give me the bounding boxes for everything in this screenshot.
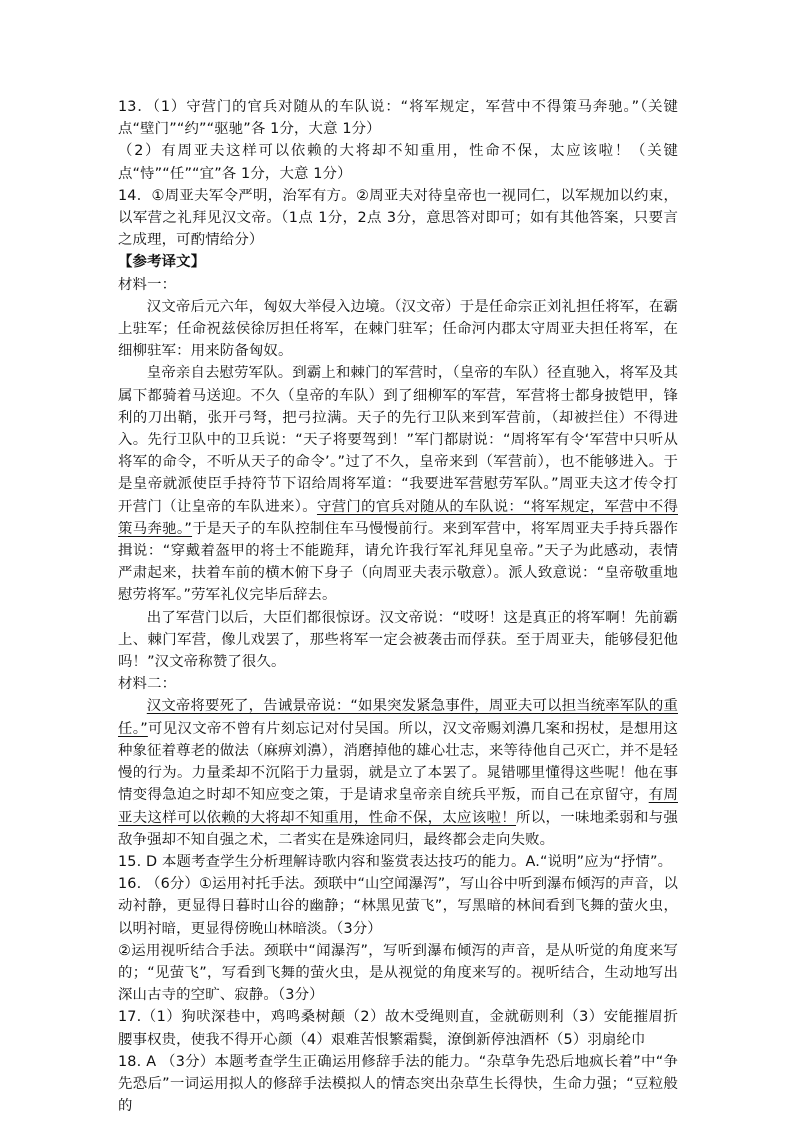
material1-para1: 汉文帝后元六年，匈奴大举侵入边境。（汉文帝）于是任命宗正刘礼担任将军，在霸上驻军；任命祝兹侯徐厉担任将军，在棘门驻军；任命河内郡太守周亚夫担任将军，在细柳驻军：用来防备匈奴。 — [118, 298, 678, 360]
q13-part1: 13．（1）守营门的官兵对随从的车队说：“将军规定，军营中不得策马奔驰。”（关键点“壁门”“约”“驱驰”各 1分，大意 1分） — [118, 99, 678, 138]
q13-part2: （2）有周亚夫这样可以依赖的大将却不知重用，性命不保，太应该啦！（关键点“恃”“任”“宜”各 1分，大意 1分） — [118, 143, 678, 182]
material2-para — [118, 695, 678, 850]
q16-part2: ②运用视听结合手法。颈联中“闻瀑泻”，写听到瀑布倾泻的声音，是从听觉的角度来写的；“见萤飞”，写看到飞舞的萤火虫，是从视觉的角度来写的。视听结合，生动地写出深山古寺的空旷、寂静。（3分） — [118, 942, 678, 1004]
q15-answer: 15. D 本题考查学生分析理解诗歌内容和鉴赏表达技巧的能力。A.“说明”应为“抒情”。 — [118, 853, 673, 870]
q14-answer: 14．①周亚夫军令严明，治军有方。②周亚夫对待皇帝也一视同仁，以军规加以约束，以军营之礼拜见汉文帝。（1点 1分，2点 3分，意思答对即可；如有其他答案，只要言之成理，可酌情给分） — [118, 187, 678, 249]
material1-underlined-sentence: 守营门的官兵对随从的车队说：“将军规定，军营中不得策马奔驰。” — [118, 498, 678, 537]
material1-para2-text-b: 于是天子的车队控制住车马慢慢前行。来到军营中，将军周亚夫手持兵器作揖说：“穿戴着盔甲的将士不能跪拜，请允许我行军礼拜见皇帝。”天子为此感动，表情严肃起来，扶着车前的横木俯下身子（向周亚夫表示敬意）。派人致意说：“皇帝敬重地慰劳将军。”劳军礼仪完毕后辞去。 — [118, 520, 679, 604]
translation-header: 【参考译文】 — [118, 254, 206, 271]
q17-answer: 17.（1）狗吠深巷中，鸡鸣桑树颠（2）故木受绳则直，金就砺则利（3）安能摧眉折腰事权贵，使我不得开心颜（4）艰难苦恨繁霜鬓，潦倒新停浊酒杯（5）羽扇纶巾 — [118, 1009, 678, 1048]
material2-label: 材料二： — [118, 676, 177, 693]
material2-text-1: 可见汉文帝不曾有片刻忘记对付吴国。所以，汉文帝赐刘濞几案和拐杖，是想用这种象征着尊老的做法（麻痹刘濞），消磨掉他的雄心壮志，来等待他自己灭亡，并不是轻慢的行为。力量柔却不沉陷于力量弱，就是立了本罢了。晁错哪里懂得这些呢！他在事情变得急迫之时却不知应变之策，于是请求皇帝亲自统兵平叛，而自己在京留守， — [118, 720, 678, 804]
q16-part1: 16. （6分）①运用衬托手法。颈联中“山空闻瀑泻”，写山谷中听到瀑布倾泻的声音，以动衬静，更显得日暮时山谷的幽静；“林黑见萤飞”，写黑暗的林间看到飞舞的萤火虫，以明衬暗，更显得傍晚山林暗淡。（3分） — [118, 876, 679, 937]
material1-para2-text-a: 皇帝亲自去慰劳军队。到霸上和棘门的军营时，（皇帝的车队）径直驰入，将军及其属下都骑着马送迎。不久（皇帝的车队）到了细柳军的军营，军营将士都身披铠甲，锋利的刀出鞘，张开弓弩，把弓拉满。天子的先行卫队来到军营前，（却被拦住）不得进入。先行卫队中的卫兵说：“天子将要驾到！”军门都尉说：“周将军有令‘军营中只听从将军的命令，不听从天子的命令’。”过了不久，皇帝来到（军营前），也不能够进入。于是皇帝就派使臣手持符节下诏给周将军道：“我要进军营慰劳军队。”周亚夫这才传令打开营门（让皇帝的车队进来）。 — [118, 365, 678, 515]
material2-underlined-sentence-2: 有周亚夫这样可以依赖的大将却不知重用，性命不保，太应该啦！ — [118, 787, 678, 826]
material2-underlined-sentence-1: 汉文帝将要死了，告诫景帝说：“如果突发紧急事件，周亚夫可以担当统率军队的重任。” — [118, 698, 678, 737]
material1-label: 材料一： — [118, 276, 177, 293]
q18-answer: 18. A （3分）本题考查学生正确运用修辞手法的能力。“杂草争先恐后地疯长着”中“争先恐后”一词运用拟人的修辞手法模拟人的情态突出杂草生长得快，生命力强；“豆粒般的 — [118, 1053, 678, 1115]
material1-para2 — [118, 362, 678, 606]
material2-text-2: 所以，一味地柔弱和与强敌争强却不知自强之术，二者实在是殊途同归，最终都会走向失败。 — [118, 809, 678, 848]
answer-key-page — [118, 96, 678, 1117]
material1-para3: 出了军营门以后，大臣们都很惊讶。汉文帝说：“哎呀！这是真正的将军啊！先前霸上、棘门军营，像儿戏罢了，那些将军一定会被袭击而俘获。至于周亚夫，能够侵犯他吗！”汉文帝称赞了很久。 — [118, 609, 678, 671]
